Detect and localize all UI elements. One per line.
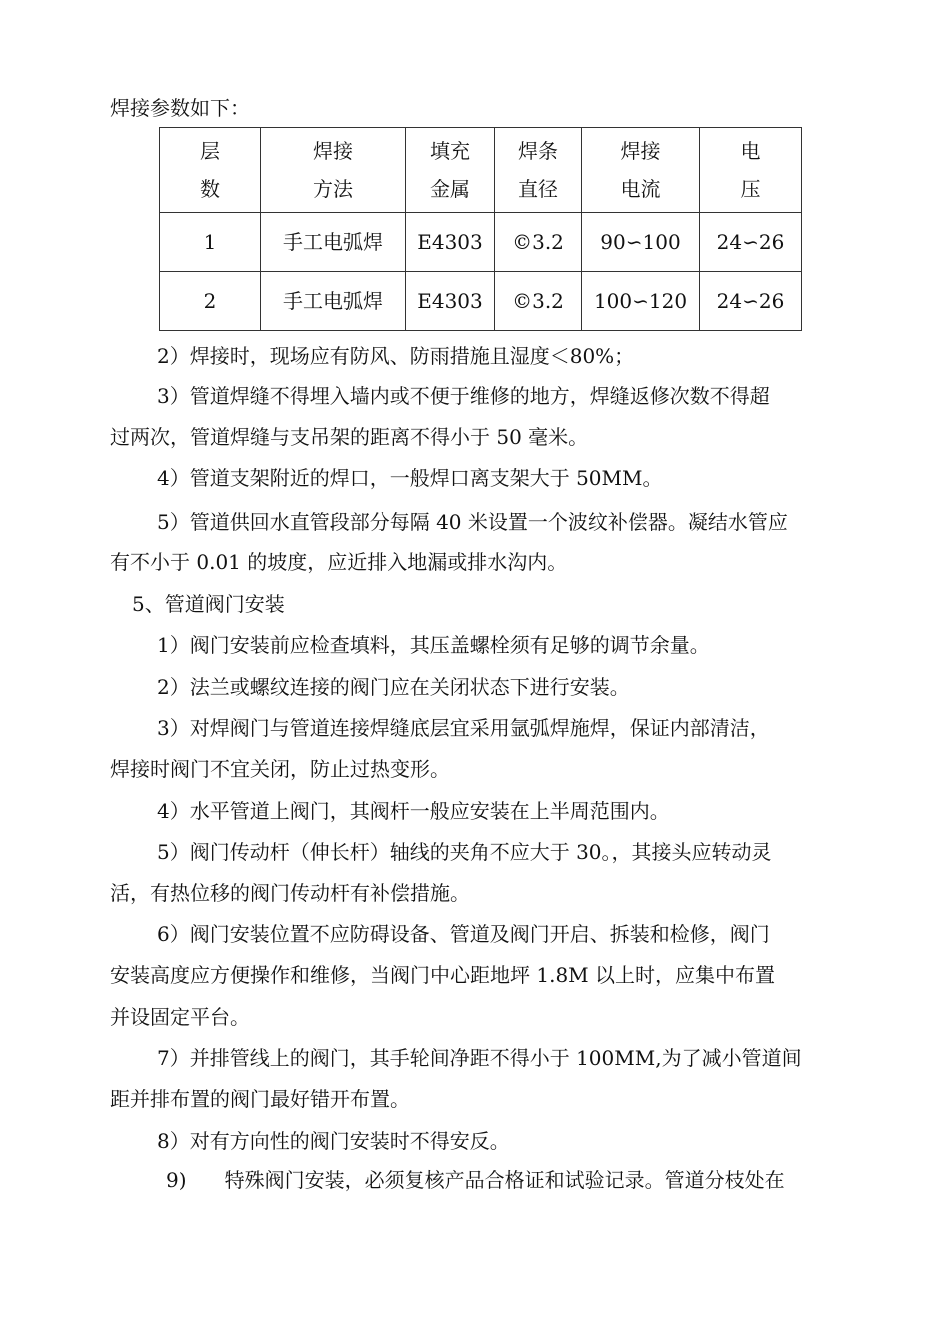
- paragraph-line: 4）水平管道上阀门，其阀杆一般应安装在上半周范围内。: [157, 799, 670, 823]
- paragraph-line: 5）阀门传动杆（伸长杆）轴线的夹角不应大于 30。，其接头应转动灵: [157, 840, 772, 864]
- paragraph-line: 并设固定平台。: [110, 1005, 250, 1029]
- paragraph-line: 1）阀门安装前应检查填料，其压盖螺栓须有足够的调节余量。: [157, 633, 710, 657]
- paragraph-line: 2）焊接时，现场应有防风、防雨措施且湿度＜80%；: [157, 344, 635, 368]
- paragraph-line: 2）法兰或螺纹连接的阀门应在关闭状态下进行安装。: [157, 675, 630, 699]
- table-cell: 100∽120: [582, 272, 700, 331]
- header-cell: 焊条 直径: [495, 128, 582, 213]
- header-cell: 电 压: [700, 128, 802, 213]
- header-cell: 焊接 电流: [582, 128, 700, 213]
- intro-text: 焊接参数如下：: [110, 96, 250, 120]
- table-header-row: [160, 128, 802, 213]
- paragraph-line: 8）对有方向性的阀门安装时不得安反。: [157, 1129, 510, 1153]
- table-cell: 2: [160, 272, 261, 331]
- table-cell: ©3.2: [495, 213, 582, 272]
- header-cell: 填充 金属: [406, 128, 495, 213]
- table-cell: 90∽100: [582, 213, 700, 272]
- paragraph-line: 3）对焊阀门与管道连接焊缝底层宜采用氩弧焊施焊，保证内部清洁，: [157, 716, 770, 740]
- table-cell: E4303: [406, 272, 495, 331]
- paragraph-line: 3）管道焊缝不得埋入墙内或不便于维修的地方，焊缝返修次数不得超: [157, 384, 770, 408]
- paragraph-line: 距并排布置的阀门最好错开布置。: [110, 1087, 410, 1111]
- table-row: [160, 213, 802, 272]
- table-cell: 手工电弧焊: [261, 213, 406, 272]
- header-cell: 焊接 方法: [261, 128, 406, 213]
- welding-parameters-table: [159, 127, 802, 331]
- paragraph-line: 9) 特殊阀门安装，必须复核产品合格证和试验记录。管道分枝处在: [166, 1168, 785, 1192]
- header-cell: 层 数: [160, 128, 261, 213]
- paragraph-line: 活，有热位移的阀门传动杆有补偿措施。: [110, 881, 470, 905]
- table-cell: 1: [160, 213, 261, 272]
- paragraph-line: 过两次，管道焊缝与支吊架的距离不得小于 50 毫米。: [110, 425, 589, 449]
- paragraph-line: 焊接时阀门不宜关闭，防止过热变形。: [110, 757, 450, 781]
- table-cell: 24∽26: [700, 272, 802, 331]
- paragraph-line: 安装高度应方便操作和维修，当阀门中心距地坪 1.8M 以上时，应集中布置: [110, 963, 775, 987]
- paragraph-line: 6）阀门安装位置不应防碍设备、管道及阀门开启、拆装和检修，阀门: [157, 922, 770, 946]
- paragraph-line: 有不小于 0.01 的坡度，应近排入地漏或排水沟内。: [110, 550, 568, 574]
- paragraph-line: 7）并排管线上的阀门，其手轮间净距不得小于 100MM,为了减小管道间: [157, 1046, 802, 1070]
- table-cell: 24∽26: [700, 213, 802, 272]
- table-row: [160, 272, 802, 331]
- section-heading: 5、管道阀门安装: [132, 592, 285, 616]
- table-cell: 手工电弧焊: [261, 272, 406, 331]
- paragraph-line: 4）管道支架附近的焊口，一般焊口离支架大于 50MM。: [157, 466, 663, 490]
- table-cell: E4303: [406, 213, 495, 272]
- paragraph-line: 5）管道供回水直管段部分每隔 40 米设置一个波纹补偿器。凝结水管应: [157, 510, 788, 534]
- table-cell: ©3.2: [495, 272, 582, 331]
